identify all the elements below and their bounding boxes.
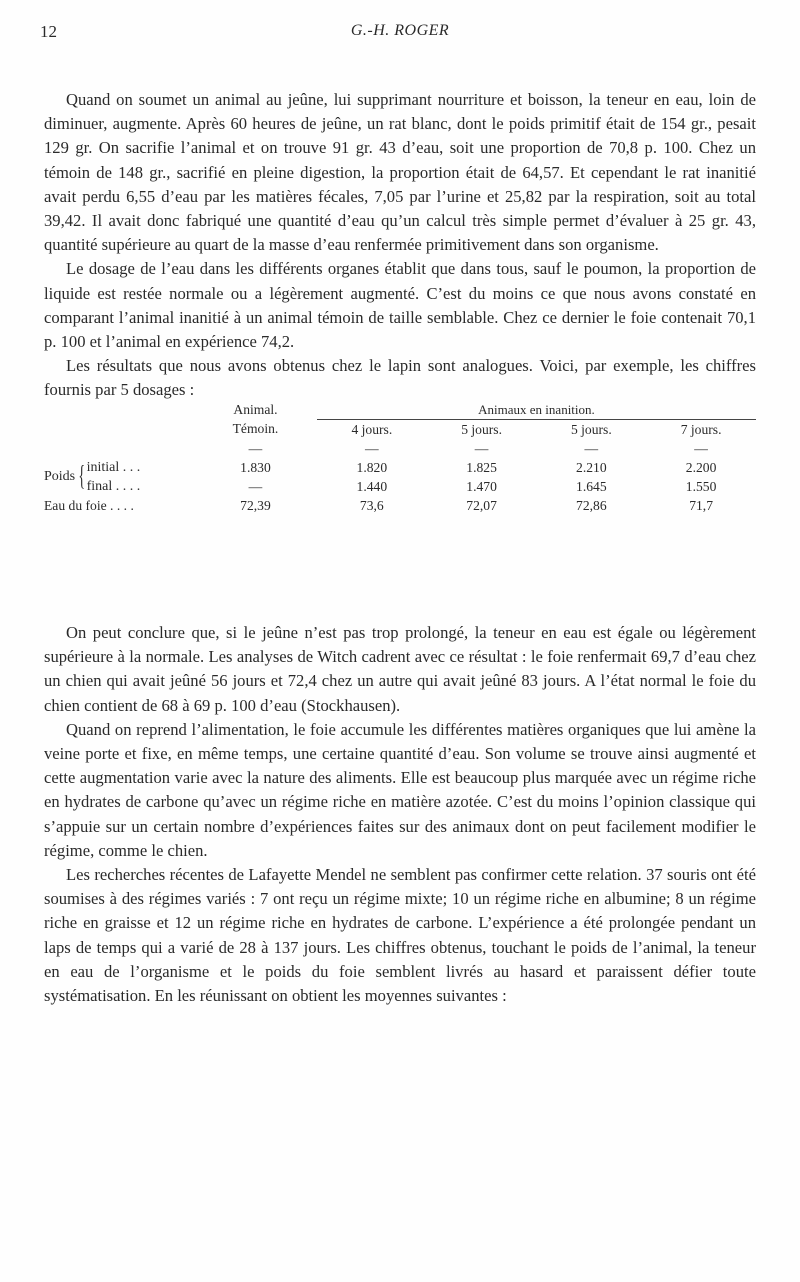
group-header-inanition: Animaux en inanition.	[317, 400, 756, 420]
table-cell: 72,39	[240, 497, 271, 513]
table-cell: 1.550	[685, 478, 717, 494]
page-header	[40, 22, 760, 44]
dash: —	[248, 440, 263, 456]
paragraph: Quand on soumet un animal au jeûne, lui supprimant nourriture et boisson, la teneur en eau, loin de diminuer, augmente. Après 60 heures de jeûne, un rat blanc, dont le poids primitif était de 154 gr., pesait 129 gr. On sacrifie l’animal et on trouve 91 gr. 43 d’eau, soit une proportion de 70,8 p. 100. Chez un témoin de 148 gr., sacrifié en pleine digestion, la proportion était de 64,57. Et cependant le rat inanitié avait perdu 6,55 d’eau par les matières fécales, 7,05 par l’urine et 25,82 par la respiration, soit au total 39,42. Il avait donc fabriqué une quantité d’eau qu’un calcul très simple permet d’évaluer à 25 gr. 43, quantité supérieure au quart de la masse d’eau renfermée primitivement dans son organisme.	[44, 90, 756, 255]
col-header-day: 7 jours.	[680, 421, 722, 437]
col-header-day: 5 jours.	[461, 421, 502, 437]
col-header-animal: Animal.	[233, 401, 278, 417]
col-header-day: 4 jours.	[351, 421, 393, 437]
paragraph: Les résultats que nous avons obtenus chez le lapin sont analogues. Voici, par exemple, les chiffres fournis par 5 dosages :	[44, 356, 756, 400]
paragraph: Les recherches récentes de Lafayette Mendel ne semblent pas confirmer cette relation. 37 souris ont été soumises à des régimes variés : 7 ont reçu un régime mixte; 10 un régime riche en albumine; 8 un régime riche en graisse et 12 un régime riche en hydrates de carbone. L’expérience a été prolongée pendant un laps de temps qui a varié de 28 à 137 jours. Les chiffres obtenus, touchant le poids de l’animal, la teneur en eau de l’organisme et le poids du foie semblent livrés au hasard et paraissent défier toute systématisation. En les réunissant on obtient les moyennes suivantes :	[44, 865, 756, 1006]
text-block-bottom	[44, 621, 756, 1008]
table-cell: —	[248, 478, 263, 494]
paragraph: Le dosage de l’eau dans les différents organes établit que dans tous, sauf le poumon, la proportion de liquide est restée normale ou a légèrement augmenté. C’est du moins ce que nous avons constaté en comparant l’animal inanitié à un animal témoin de taille semblable. Chez ce dernier le foie contenait 70,1 p. 100 et l’animal en expérience 74,2.	[44, 259, 756, 352]
poids-label-group	[44, 458, 194, 496]
table-cell: 71,7	[689, 497, 713, 513]
results-table	[44, 400, 756, 515]
page-number: 12	[40, 22, 57, 41]
initial-label: initial . . .	[86, 460, 141, 475]
table-cell: 1.440	[356, 478, 388, 494]
text-block-top	[44, 88, 756, 403]
col-header-day: 5 jours.	[570, 421, 612, 437]
table-cell: 72,07	[466, 497, 497, 513]
table-cell: 73,6	[359, 497, 384, 513]
final-label: final . . . .	[86, 479, 141, 494]
table-cell: 1.470	[466, 478, 497, 494]
running-title: G.-H. ROGER	[350, 22, 450, 39]
brace-icon: {	[78, 461, 86, 492]
table-cell: 1.645	[576, 478, 607, 494]
table-cell: 2.210	[576, 459, 607, 475]
table-cell: 1.820	[356, 459, 388, 475]
table-cell: 1.830	[240, 459, 271, 475]
paragraph: Quand on reprend l’alimentation, le foie accumule les différentes matières organiques que lui amène la veine porte et fixe, en même temps, une certaine quantité d’eau. Son volume se trouve ainsi augmenté et cette augmentation varie avec la nature des aliments. Elle est beaucoup plus marquée avec un régime riche en hydrates de carbone qu’avec un régime riche en matière azotée. C’est du moins l’opinion classique qui s’appuie sur un certain nombre d’expériences faites sur des animaux dont on peut facilement modifier le régime, comme le chien.	[44, 719, 756, 860]
paragraph: On peut conclure que, si le jeûne n’est pas trop prolongé, la teneur en eau est égale ou légèrement supérieure à la normale. Les analyses de Witch cadrent avec ce résultat : le foie renfermait 69,7 d’eau chez un chien qui avait jeûné 56 jours et 72,4 chez un autre qui avait jeûné 83 jours. A l’état normal le foie du chien contient de 68 à 69 p. 100 d’eau (Stockhausen).	[44, 623, 756, 715]
poids-label: Poids	[44, 469, 76, 484]
col-header-temoin: Témoin.	[232, 421, 279, 437]
dash: —	[474, 440, 489, 456]
dash: —	[365, 440, 379, 456]
table-cell: 2.200	[685, 459, 717, 475]
foie-label: Eau du foie . . . .	[44, 497, 134, 513]
dash: —	[584, 440, 599, 456]
table-cell: 72,86	[576, 497, 607, 513]
dash: —	[694, 440, 708, 456]
table-cell: 1.825	[466, 459, 497, 475]
